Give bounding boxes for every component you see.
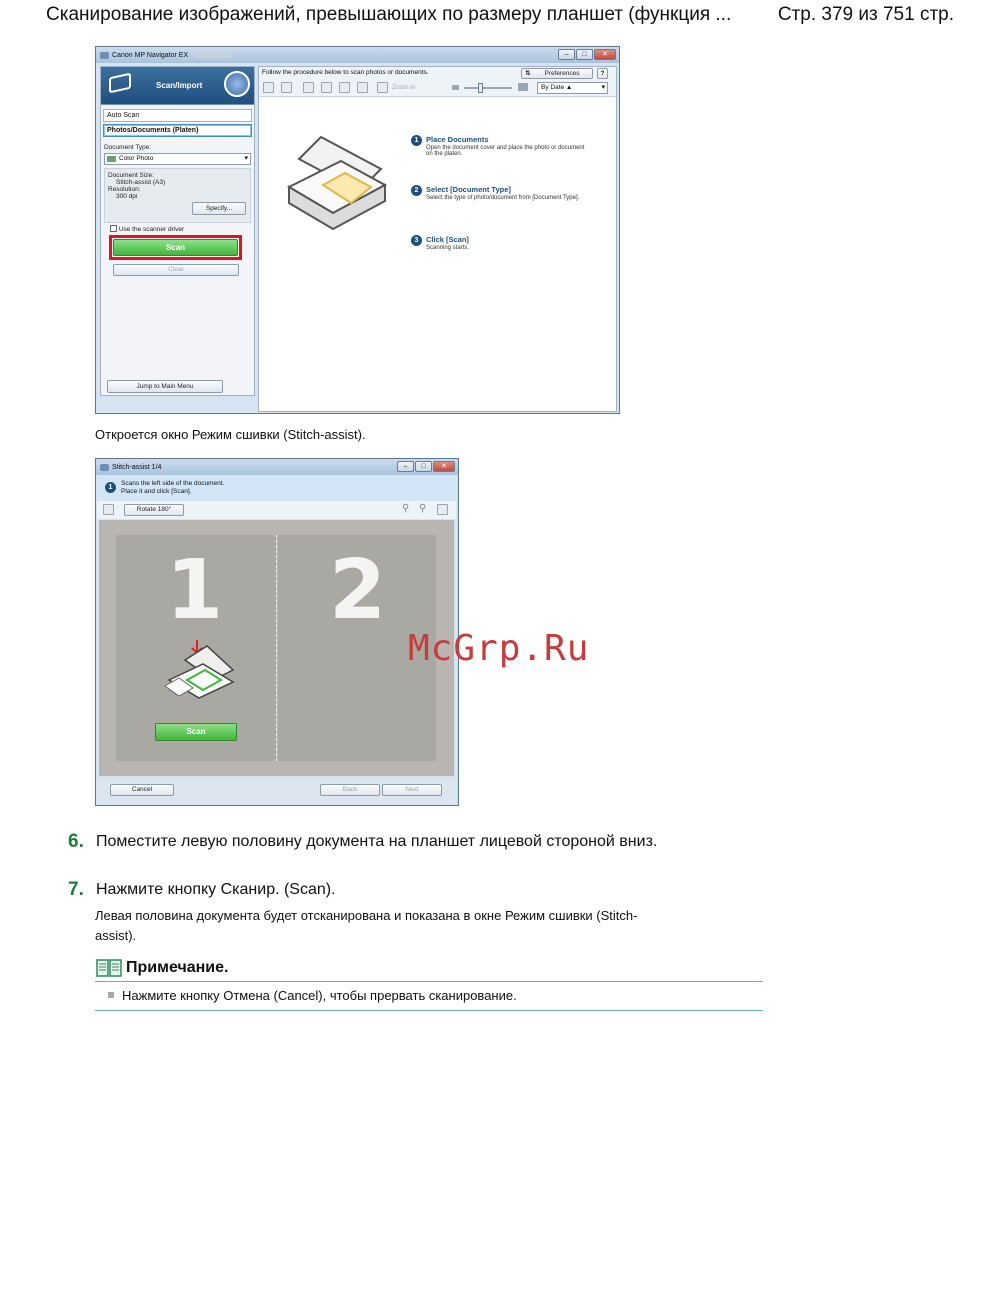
- clear-button[interactable]: Clear: [113, 264, 239, 276]
- scan-button[interactable]: Scan: [113, 239, 238, 256]
- main-panel: [258, 66, 617, 412]
- preview-area: [99, 520, 454, 776]
- slider-thumb[interactable]: [478, 83, 483, 93]
- app-icon: [100, 464, 109, 471]
- step-number: 3: [411, 235, 422, 246]
- step-1: [411, 135, 586, 157]
- preferences-icon: ⇅: [525, 70, 531, 77]
- step-description: Open the document cover and place the photo or document on the platen.: [426, 145, 585, 157]
- window-titlebar: [96, 47, 619, 63]
- note-item-text: Нажмите кнопку Отмена (Cancel), чтобы прервать сканирование.: [122, 988, 517, 1003]
- scan-button[interactable]: Scan: [155, 723, 237, 741]
- thumbnail-size-small-icon: [452, 85, 459, 90]
- step-number: 2: [411, 185, 422, 196]
- mp-navigator-window: [95, 46, 620, 414]
- instruction-line-1: Scans the left side of the document.: [121, 480, 225, 487]
- document-size-label: Document Size:: [108, 172, 154, 179]
- window-titlebar: [96, 459, 458, 475]
- next-button[interactable]: Next: [382, 784, 442, 796]
- page-title: Сканирование изображений, превышающих по размеру планшет (функция ...: [46, 4, 732, 25]
- caption-stitch-assist: Откроется окно Режим сшивки (Stitch-assist).: [95, 427, 366, 442]
- step-heading: Select [Document Type]: [426, 185, 511, 194]
- step-number: 1: [411, 135, 422, 146]
- zoom-label: Zoom in: [392, 84, 416, 91]
- scan-highlight-frame: [109, 235, 242, 260]
- app-icon: [100, 52, 109, 59]
- grid-view-icon[interactable]: [281, 82, 292, 93]
- window-controls: [397, 461, 455, 472]
- minimize-icon[interactable]: –: [397, 461, 414, 472]
- blurred-title-suffix: [195, 52, 231, 58]
- tab-auto-scan[interactable]: Auto Scan: [103, 109, 252, 122]
- left-panel: [100, 66, 255, 396]
- document-size-value: Stitch-assist (A3): [116, 179, 166, 186]
- step-7-number: 7.: [68, 879, 84, 900]
- step-heading: Click [Scan]: [426, 235, 469, 244]
- mode-label: Scan/Import: [156, 81, 203, 90]
- note-item: [108, 988, 517, 1003]
- step-7-description-line-2: assist).: [95, 928, 137, 943]
- dialog-footer: [97, 779, 456, 804]
- step-description: Select the type of photo/document from [Document Type].: [426, 195, 580, 201]
- sort-select[interactable]: By Date ▲ ▾: [537, 82, 608, 94]
- instruction-text: Follow the procedure below to scan photos or documents.: [259, 67, 616, 79]
- stitch-toolbar: [97, 501, 456, 519]
- digit-right: 2: [329, 543, 387, 638]
- book-icon: [96, 958, 122, 978]
- note-bottom-rule: [95, 1010, 763, 1011]
- help-button[interactable]: ?: [597, 68, 608, 79]
- zoom-in-icon[interactable]: ⚲: [402, 503, 410, 514]
- note-title: Примечание.: [126, 959, 229, 976]
- fit-icon[interactable]: [437, 504, 448, 515]
- specify-button[interactable]: Specify...: [192, 202, 246, 215]
- page-header: [0, 2, 1000, 30]
- maximize-icon[interactable]: □: [415, 461, 432, 472]
- step-2: [411, 185, 586, 201]
- bullet-icon: [108, 992, 114, 998]
- zoom-icon[interactable]: [377, 82, 388, 93]
- step-7-description-line-1: Левая половина документа будет отсканирована и показана в окне Режим сшивки (Stitch-: [95, 908, 638, 923]
- scanner-illustration: [281, 129, 391, 244]
- use-driver-row[interactable]: [104, 225, 251, 233]
- step-6-number: 6.: [68, 831, 84, 852]
- thumbnail-size-large-icon: [518, 83, 528, 91]
- globe-icon[interactable]: [224, 71, 250, 97]
- rotate-icon[interactable]: [321, 82, 332, 93]
- tab-photos-documents[interactable]: Photos/Documents (Platen): [103, 124, 252, 137]
- step-7-description: [95, 906, 637, 946]
- jump-to-main-menu-button[interactable]: Jump to Main Menu: [107, 380, 223, 393]
- step-heading: Place Documents: [426, 135, 489, 144]
- window-title: Canon MP Navigator EX: [112, 51, 189, 59]
- preferences-button[interactable]: ⇅ Preferences: [521, 68, 593, 79]
- instruction-bar: [97, 476, 456, 500]
- resolution-label: Resolution:: [108, 186, 141, 193]
- use-driver-label: Use the scanner driver: [118, 226, 185, 233]
- rotate-180-button[interactable]: Rotate 180°: [124, 504, 184, 516]
- photo-icon: [107, 156, 116, 162]
- document-type-value: Color Photo: [119, 155, 154, 162]
- page-icon: [103, 504, 114, 515]
- scanner-placement-icon: [157, 640, 237, 700]
- page-number: Стр. 379 из 751 стр.: [777, 4, 954, 25]
- stitch-assist-window: [95, 458, 459, 806]
- step-6-text: Поместите левую половину документа на планшет лицевой стороной вниз.: [96, 833, 658, 850]
- use-driver-checkbox[interactable]: [110, 225, 117, 232]
- center-divider: [276, 535, 277, 761]
- back-button[interactable]: Back: [320, 784, 380, 796]
- zoom-out-icon[interactable]: ⚲: [419, 503, 427, 514]
- note-top-rule: [95, 981, 763, 982]
- correct-icon[interactable]: [339, 82, 350, 93]
- note-heading: [96, 958, 228, 978]
- step-number: 1: [105, 482, 116, 493]
- document-type-select[interactable]: [104, 153, 251, 165]
- cancel-button[interactable]: Cancel: [110, 784, 174, 796]
- window-controls: [558, 49, 616, 60]
- instruction-line-2: Place it and click [Scan].: [121, 488, 192, 495]
- digit-left: 1: [166, 543, 224, 638]
- step-3: [411, 235, 586, 251]
- minimize-icon[interactable]: –: [558, 49, 575, 60]
- close-icon[interactable]: ✕: [594, 49, 616, 60]
- crop-icon[interactable]: [357, 82, 368, 93]
- copy-icon[interactable]: [303, 82, 314, 93]
- document-type-label: Document Type:: [104, 144, 152, 151]
- step-7-text: Нажмите кнопку Сканир. (Scan).: [96, 881, 336, 898]
- maximize-icon[interactable]: □: [576, 49, 593, 60]
- watermark: McGrp.Ru: [408, 628, 590, 669]
- window-title: Stitch-assist 1/4: [112, 463, 162, 471]
- step-description: Scanning starts.: [426, 245, 470, 251]
- resolution-value: 300 dpi: [116, 193, 138, 200]
- thumbnail-view-icon[interactable]: [263, 82, 274, 93]
- mode-header: [101, 67, 254, 105]
- close-icon[interactable]: ✕: [433, 461, 455, 472]
- thumbnail-size-slider[interactable]: [464, 87, 512, 89]
- scanner-icon: [109, 73, 131, 94]
- view-toolbar: [259, 79, 616, 97]
